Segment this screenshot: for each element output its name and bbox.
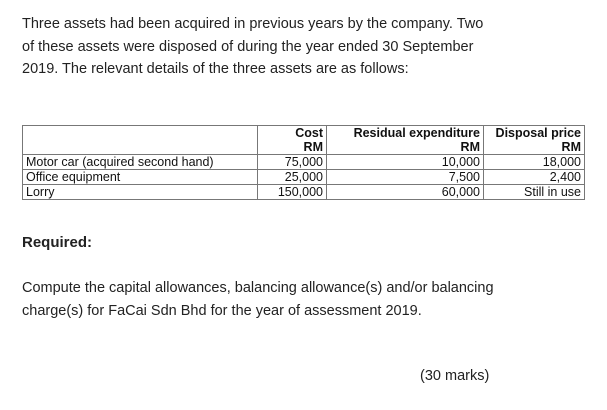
asset-residual-expenditure: 60,000 [327, 185, 484, 200]
asset-disposal-price: 2,400 [484, 170, 585, 185]
asset-name: Office equipment [23, 170, 258, 185]
asset-residual-expenditure: 7,500 [327, 170, 484, 185]
asset-residual-expenditure: 10,000 [327, 155, 484, 170]
asset-cost: 25,000 [258, 170, 327, 185]
asset-cost: 150,000 [258, 185, 327, 200]
marks-label: (30 marks) [420, 368, 490, 384]
unit-disposal-price: RM [484, 140, 585, 155]
header-residual-expenditure: Residual expenditure [327, 126, 484, 141]
unit-cost: RM [258, 140, 327, 155]
table-unit-row [23, 140, 585, 155]
header-disposal-price: Disposal price [484, 126, 585, 141]
asset-cost: 75,000 [258, 155, 327, 170]
assets-table [22, 125, 585, 200]
intro-paragraph: Three assets had been acquired in previous years by the company. Two of these assets were disposed of during the year ended 30 September 2019. The relevant details of the three assets are as follows: [22, 16, 484, 77]
asset-name: Motor car (acquired second hand) [23, 155, 258, 170]
task-paragraph: Compute the capital allowances, balancing allowance(s) and/or balancing charge(s) for FaCai Sdn Bhd for the year of assessment 2019. [22, 280, 494, 319]
asset-disposal-price: 18,000 [484, 155, 585, 170]
required-heading: Required: [22, 234, 93, 251]
table-row [23, 155, 585, 170]
unit-residual-expenditure: RM [327, 140, 484, 155]
header-cost: Cost [258, 126, 327, 141]
asset-name: Lorry [23, 185, 258, 200]
asset-disposal-price: Still in use [484, 185, 585, 200]
table-header-row [23, 126, 585, 141]
unit-cell-blank [23, 140, 258, 155]
header-cell-blank [23, 126, 258, 141]
table-row [23, 185, 585, 200]
table-row [23, 170, 585, 185]
